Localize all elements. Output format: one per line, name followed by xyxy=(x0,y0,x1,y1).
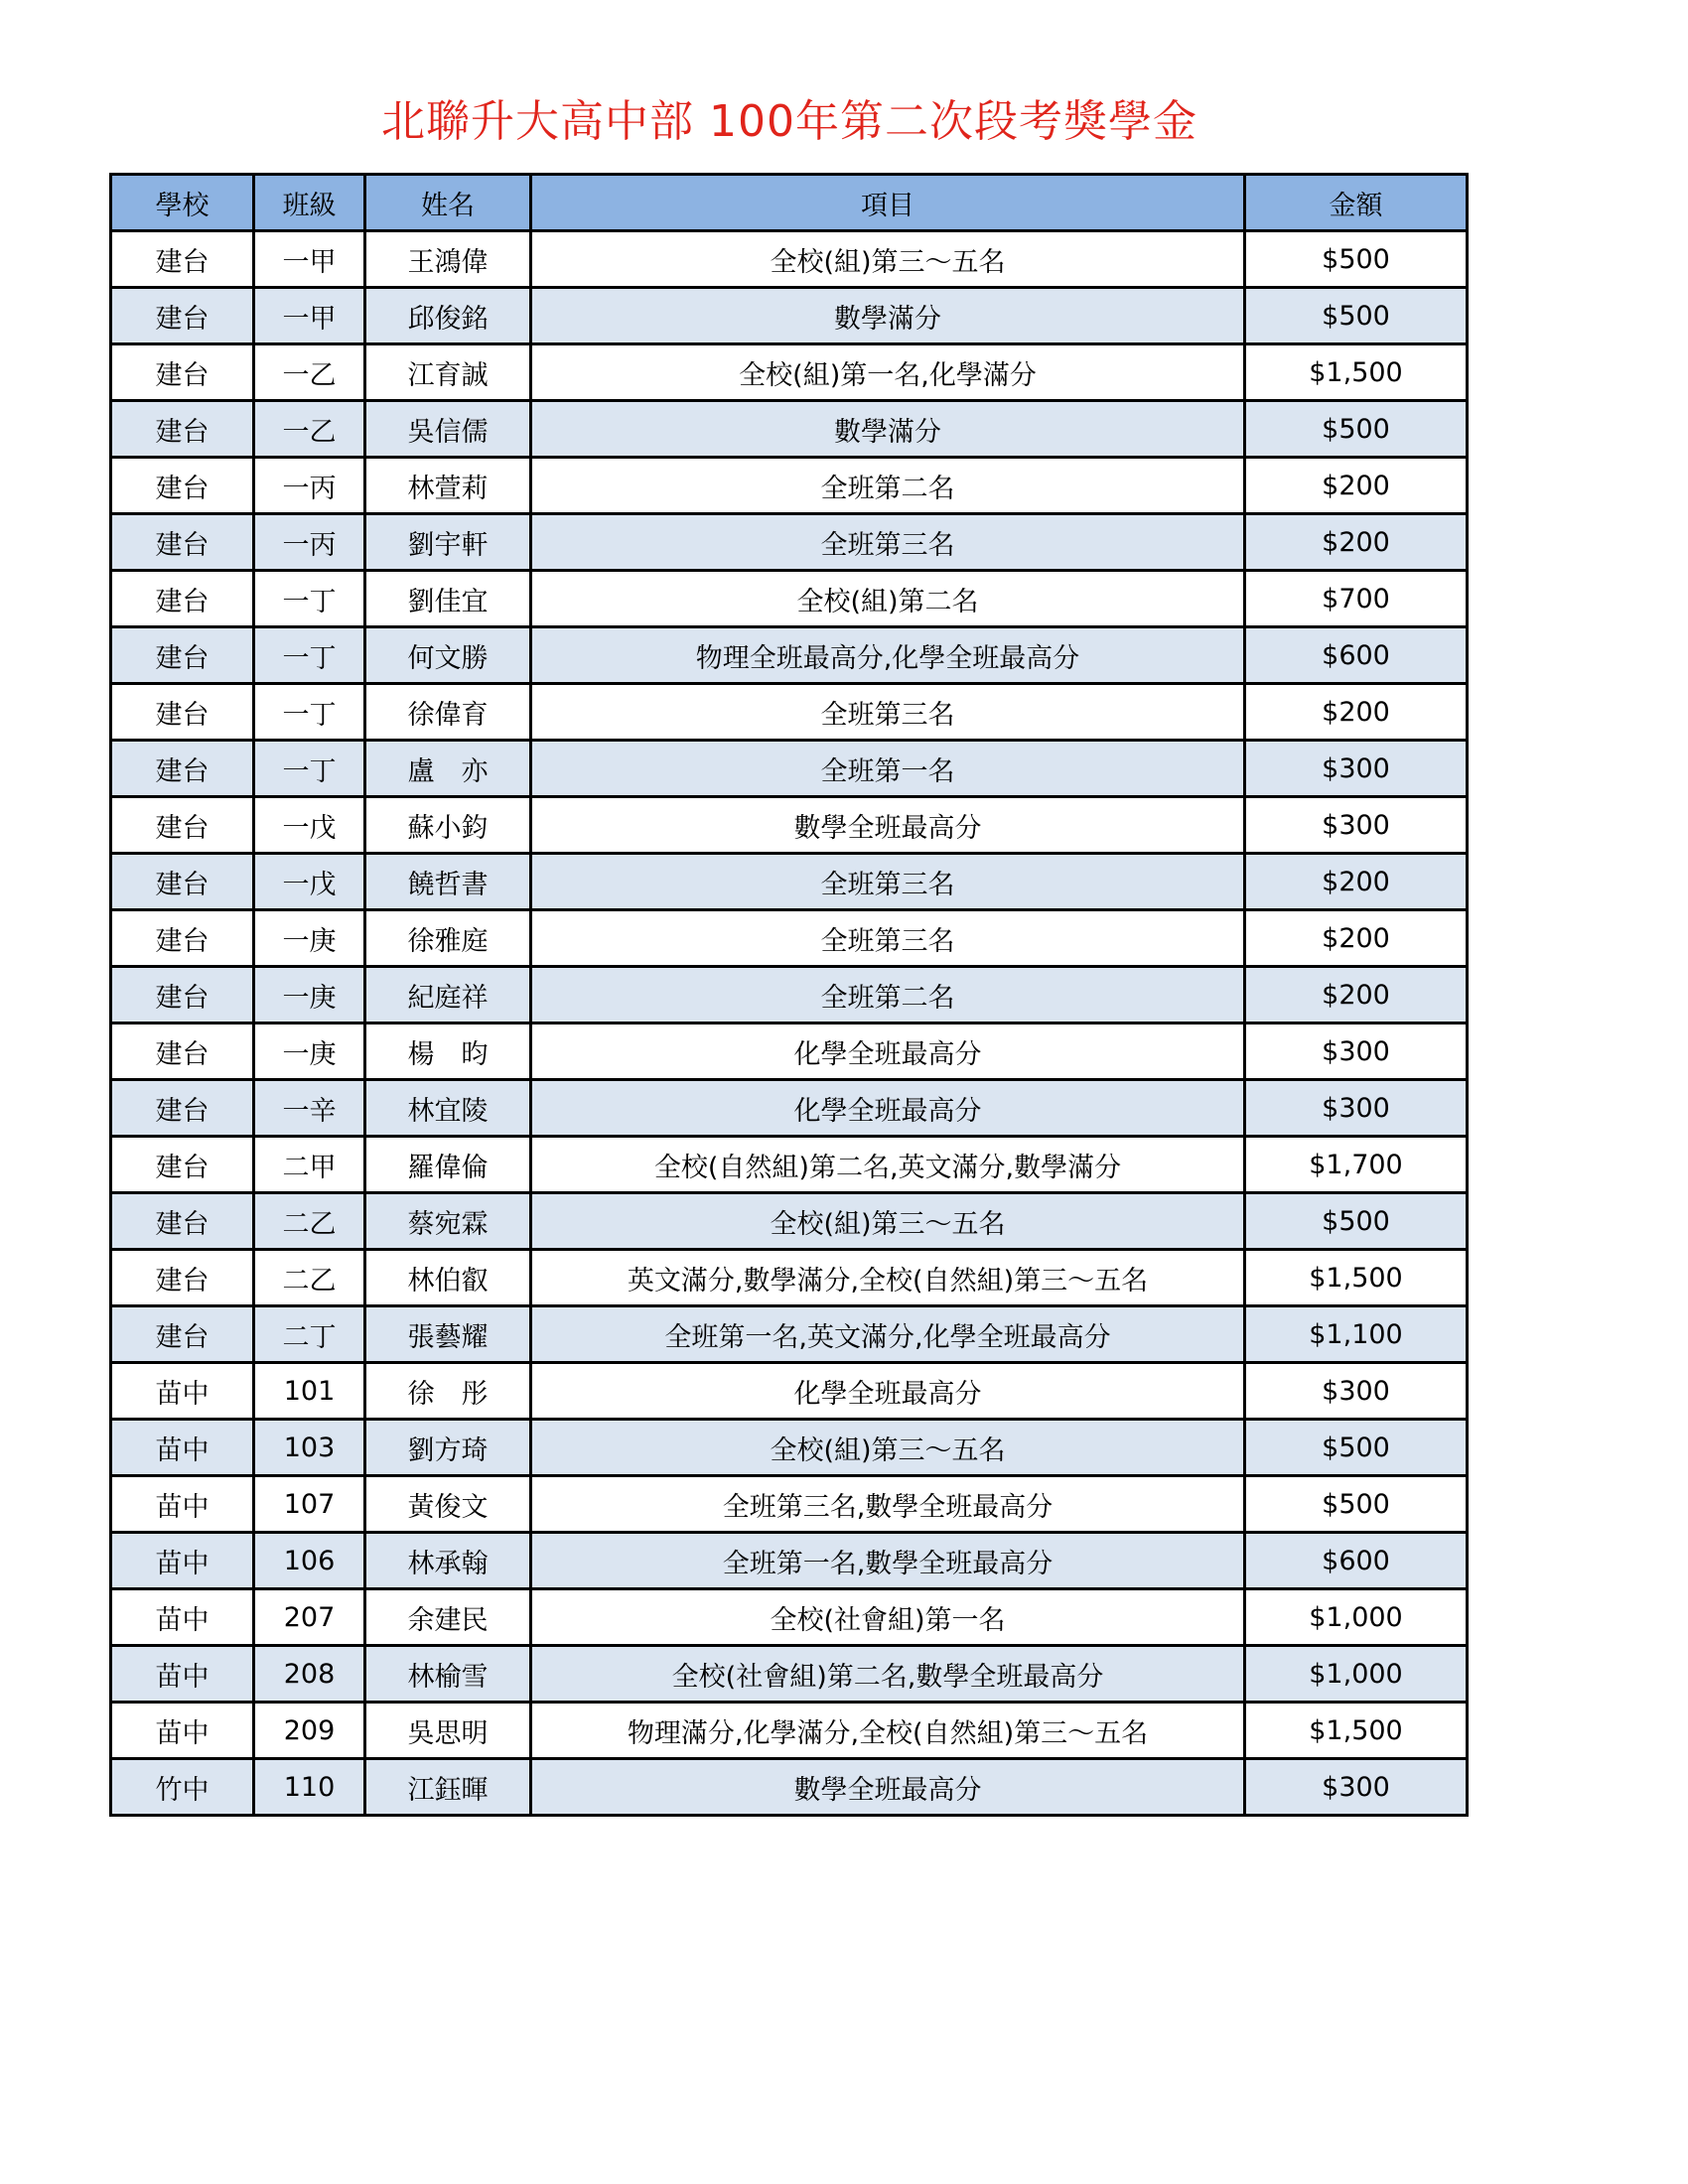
name-cell: 林伯叡 xyxy=(365,1250,531,1306)
table-row xyxy=(111,1363,1468,1420)
item-cell: 全校(社會組)第一名 xyxy=(531,1589,1245,1646)
item-cell: 全校(組)第三～五名 xyxy=(531,1193,1245,1250)
school-cell: 建台 xyxy=(111,797,254,854)
item-cell: 數學滿分 xyxy=(531,401,1245,458)
amount-cell: $500 xyxy=(1245,1476,1468,1533)
table-row xyxy=(111,797,1468,854)
header-amount: 金額 xyxy=(1245,175,1468,231)
item-cell: 數學全班最高分 xyxy=(531,1759,1245,1816)
amount-cell: $1,500 xyxy=(1245,344,1468,401)
item-cell: 全班第三名 xyxy=(531,854,1245,910)
class-cell: 二甲 xyxy=(254,1137,365,1193)
school-cell: 苗中 xyxy=(111,1589,254,1646)
school-cell: 苗中 xyxy=(111,1533,254,1589)
amount-cell: $1,500 xyxy=(1245,1250,1468,1306)
item-cell: 全校(組)第一名,化學滿分 xyxy=(531,344,1245,401)
class-cell: 101 xyxy=(254,1363,365,1420)
school-cell: 建台 xyxy=(111,1080,254,1137)
name-cell: 饒哲書 xyxy=(365,854,531,910)
class-cell: 一丁 xyxy=(254,571,365,627)
school-cell: 建台 xyxy=(111,627,254,684)
amount-cell: $200 xyxy=(1245,458,1468,514)
name-cell: 余建民 xyxy=(365,1589,531,1646)
table-row xyxy=(111,1646,1468,1703)
amount-cell: $300 xyxy=(1245,797,1468,854)
school-cell: 建台 xyxy=(111,1024,254,1080)
header-school: 學校 xyxy=(111,175,254,231)
item-cell: 全班第一名,英文滿分,化學全班最高分 xyxy=(531,1306,1245,1363)
name-cell: 楊 昀 xyxy=(365,1024,531,1080)
school-cell: 建台 xyxy=(111,741,254,797)
amount-cell: $200 xyxy=(1245,854,1468,910)
item-cell: 全班第三名 xyxy=(531,684,1245,741)
table-row xyxy=(111,741,1468,797)
name-cell: 徐偉育 xyxy=(365,684,531,741)
name-cell: 吳思明 xyxy=(365,1703,531,1759)
class-cell: 一甲 xyxy=(254,231,365,288)
item-cell: 全校(組)第二名 xyxy=(531,571,1245,627)
class-cell: 一戊 xyxy=(254,797,365,854)
amount-cell: $300 xyxy=(1245,1759,1468,1816)
school-cell: 建台 xyxy=(111,1250,254,1306)
item-cell: 全班第三名 xyxy=(531,910,1245,967)
class-cell: 107 xyxy=(254,1476,365,1533)
name-cell: 吳信儒 xyxy=(365,401,531,458)
table-row xyxy=(111,1703,1468,1759)
class-cell: 一丁 xyxy=(254,741,365,797)
school-cell: 建台 xyxy=(111,344,254,401)
table-row xyxy=(111,1193,1468,1250)
amount-cell: $200 xyxy=(1245,967,1468,1024)
item-cell: 物理滿分,化學滿分,全校(自然組)第三～五名 xyxy=(531,1703,1245,1759)
header-class: 班級 xyxy=(254,175,365,231)
name-cell: 蔡宛霖 xyxy=(365,1193,531,1250)
school-cell: 苗中 xyxy=(111,1703,254,1759)
school-cell: 建台 xyxy=(111,571,254,627)
amount-cell: $300 xyxy=(1245,1024,1468,1080)
amount-cell: $300 xyxy=(1245,1363,1468,1420)
name-cell: 林承翰 xyxy=(365,1533,531,1589)
amount-cell: $1,700 xyxy=(1245,1137,1468,1193)
scholarship-table xyxy=(109,173,1469,1817)
school-cell: 苗中 xyxy=(111,1476,254,1533)
school-cell: 苗中 xyxy=(111,1420,254,1476)
name-cell: 林榆雪 xyxy=(365,1646,531,1703)
school-cell: 建台 xyxy=(111,854,254,910)
item-cell: 全班第二名 xyxy=(531,458,1245,514)
table-row xyxy=(111,231,1468,288)
amount-cell: $700 xyxy=(1245,571,1468,627)
school-cell: 建台 xyxy=(111,514,254,571)
table-row xyxy=(111,1137,1468,1193)
item-cell: 全班第一名,數學全班最高分 xyxy=(531,1533,1245,1589)
name-cell: 紀庭祥 xyxy=(365,967,531,1024)
table-row xyxy=(111,1024,1468,1080)
table-row xyxy=(111,1589,1468,1646)
item-cell: 數學全班最高分 xyxy=(531,797,1245,854)
class-cell: 一庚 xyxy=(254,967,365,1024)
item-cell: 全班第二名 xyxy=(531,967,1245,1024)
class-cell: 一庚 xyxy=(254,910,365,967)
amount-cell: $600 xyxy=(1245,1533,1468,1589)
class-cell: 209 xyxy=(254,1703,365,1759)
page-title: 北聯升大高中部 100年第二次段考獎學金 xyxy=(381,96,1197,147)
name-cell: 羅偉倫 xyxy=(365,1137,531,1193)
header-item: 項目 xyxy=(531,175,1245,231)
item-cell: 全校(社會組)第二名,數學全班最高分 xyxy=(531,1646,1245,1703)
table-row xyxy=(111,627,1468,684)
name-cell: 何文勝 xyxy=(365,627,531,684)
table-header-row xyxy=(111,175,1468,231)
school-cell: 苗中 xyxy=(111,1646,254,1703)
amount-cell: $200 xyxy=(1245,514,1468,571)
amount-cell: $200 xyxy=(1245,684,1468,741)
table-row xyxy=(111,1759,1468,1816)
school-cell: 建台 xyxy=(111,288,254,344)
table-row xyxy=(111,1420,1468,1476)
item-cell: 全班第一名 xyxy=(531,741,1245,797)
item-cell: 化學全班最高分 xyxy=(531,1024,1245,1080)
class-cell: 一丁 xyxy=(254,684,365,741)
amount-cell: $1,000 xyxy=(1245,1646,1468,1703)
name-cell: 劉宇軒 xyxy=(365,514,531,571)
class-cell: 一乙 xyxy=(254,401,365,458)
name-cell: 劉佳宜 xyxy=(365,571,531,627)
school-cell: 建台 xyxy=(111,458,254,514)
name-cell: 王鴻偉 xyxy=(365,231,531,288)
table-row xyxy=(111,910,1468,967)
name-cell: 徐雅庭 xyxy=(365,910,531,967)
class-cell: 二乙 xyxy=(254,1250,365,1306)
item-cell: 全校(自然組)第二名,英文滿分,數學滿分 xyxy=(531,1137,1245,1193)
class-cell: 二乙 xyxy=(254,1193,365,1250)
amount-cell: $600 xyxy=(1245,627,1468,684)
school-cell: 建台 xyxy=(111,1137,254,1193)
school-cell: 建台 xyxy=(111,1306,254,1363)
table-body xyxy=(111,231,1468,1816)
table-row xyxy=(111,1476,1468,1533)
class-cell: 一辛 xyxy=(254,1080,365,1137)
class-cell: 二丁 xyxy=(254,1306,365,1363)
school-cell: 竹中 xyxy=(111,1759,254,1816)
item-cell: 全校(組)第三～五名 xyxy=(531,1420,1245,1476)
class-cell: 一乙 xyxy=(254,344,365,401)
class-cell: 103 xyxy=(254,1420,365,1476)
amount-cell: $1,500 xyxy=(1245,1703,1468,1759)
class-cell: 106 xyxy=(254,1533,365,1589)
table-row xyxy=(111,288,1468,344)
table-row xyxy=(111,1080,1468,1137)
item-cell: 全校(組)第三～五名 xyxy=(531,231,1245,288)
table-row xyxy=(111,401,1468,458)
class-cell: 一丙 xyxy=(254,458,365,514)
class-cell: 207 xyxy=(254,1589,365,1646)
amount-cell: $500 xyxy=(1245,288,1468,344)
amount-cell: $300 xyxy=(1245,741,1468,797)
amount-cell: $500 xyxy=(1245,1420,1468,1476)
school-cell: 建台 xyxy=(111,231,254,288)
class-cell: 一甲 xyxy=(254,288,365,344)
school-cell: 建台 xyxy=(111,1193,254,1250)
school-cell: 苗中 xyxy=(111,1363,254,1420)
header-name: 姓名 xyxy=(365,175,531,231)
amount-cell: $500 xyxy=(1245,401,1468,458)
item-cell: 英文滿分,數學滿分,全校(自然組)第三～五名 xyxy=(531,1250,1245,1306)
amount-cell: $1,000 xyxy=(1245,1589,1468,1646)
amount-cell: $500 xyxy=(1245,1193,1468,1250)
name-cell: 盧 亦 xyxy=(365,741,531,797)
table-row xyxy=(111,854,1468,910)
item-cell: 化學全班最高分 xyxy=(531,1080,1245,1137)
table-row xyxy=(111,684,1468,741)
amount-cell: $200 xyxy=(1245,910,1468,967)
name-cell: 林萱莉 xyxy=(365,458,531,514)
item-cell: 數學滿分 xyxy=(531,288,1245,344)
table-row xyxy=(111,571,1468,627)
name-cell: 蘇小鈞 xyxy=(365,797,531,854)
name-cell: 邱俊銘 xyxy=(365,288,531,344)
class-cell: 一戊 xyxy=(254,854,365,910)
amount-cell: $500 xyxy=(1245,231,1468,288)
name-cell: 江鈺暉 xyxy=(365,1759,531,1816)
table-row xyxy=(111,1250,1468,1306)
name-cell: 徐 彤 xyxy=(365,1363,531,1420)
class-cell: 110 xyxy=(254,1759,365,1816)
name-cell: 劉方琦 xyxy=(365,1420,531,1476)
table-row xyxy=(111,458,1468,514)
name-cell: 張藝耀 xyxy=(365,1306,531,1363)
table-row xyxy=(111,967,1468,1024)
school-cell: 建台 xyxy=(111,401,254,458)
name-cell: 江育誠 xyxy=(365,344,531,401)
class-cell: 一丙 xyxy=(254,514,365,571)
table-row xyxy=(111,1533,1468,1589)
school-cell: 建台 xyxy=(111,684,254,741)
name-cell: 林宜陵 xyxy=(365,1080,531,1137)
class-cell: 208 xyxy=(254,1646,365,1703)
class-cell: 一庚 xyxy=(254,1024,365,1080)
table-row xyxy=(111,344,1468,401)
table-row xyxy=(111,1306,1468,1363)
item-cell: 全班第三名 xyxy=(531,514,1245,571)
amount-cell: $300 xyxy=(1245,1080,1468,1137)
class-cell: 一丁 xyxy=(254,627,365,684)
item-cell: 化學全班最高分 xyxy=(531,1363,1245,1420)
school-cell: 建台 xyxy=(111,910,254,967)
item-cell: 物理全班最高分,化學全班最高分 xyxy=(531,627,1245,684)
table-row xyxy=(111,514,1468,571)
school-cell: 建台 xyxy=(111,967,254,1024)
name-cell: 黃俊文 xyxy=(365,1476,531,1533)
amount-cell: $1,100 xyxy=(1245,1306,1468,1363)
item-cell: 全班第三名,數學全班最高分 xyxy=(531,1476,1245,1533)
